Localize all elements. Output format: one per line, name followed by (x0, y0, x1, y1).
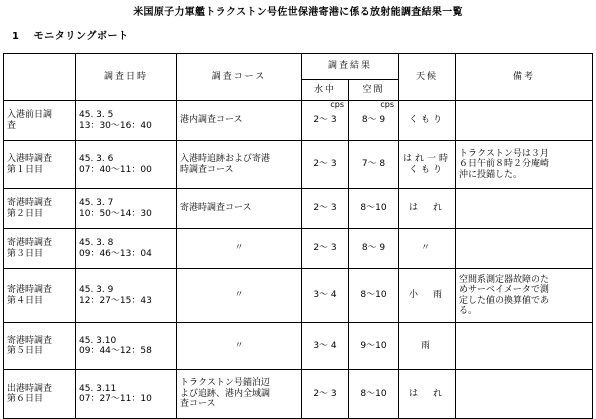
survey-course-cell-line: よび追跡、港内全域調 (180, 388, 271, 399)
weather-cell (399, 269, 456, 323)
weather-cell (399, 141, 456, 189)
survey-date-cell-line: 45. 3. 5 (79, 110, 114, 121)
survey-name-cell-line: 第１日目 (7, 164, 44, 175)
weather-cell (399, 323, 456, 370)
survey-course-cell (177, 189, 302, 229)
air-value-cell (349, 229, 399, 269)
remarks-cell (456, 101, 593, 141)
remarks-cell-line: トラクストン号は３月 (459, 148, 549, 159)
survey-name-cell-line: 第５日目 (7, 346, 44, 356)
weather-cell-line: 雨 (421, 340, 434, 351)
document-title: 米国原子力軍艦トラクストン号佐世保港寄港に係る放射能調査結果一覧 (133, 7, 463, 18)
survey-date-cell-line: 45. 3.10 (79, 335, 117, 346)
table-row (4, 323, 593, 370)
survey-course-cell (177, 323, 302, 370)
header-date: 調査日時 (76, 54, 177, 101)
water-value-cell (302, 370, 349, 419)
survey-name-cell-line: 寄港時調査 (7, 335, 53, 346)
remarks-cell-line: 空間系測定器故障のた (459, 274, 550, 285)
header-water: 水中 (302, 80, 349, 101)
survey-date-cell (76, 101, 177, 141)
weather-cell (399, 189, 456, 229)
survey-course-cell-line: 〃 (234, 340, 244, 351)
survey-course-cell (177, 229, 302, 269)
survey-name-cell-line: 寄港時調査 (7, 285, 53, 296)
survey-name-cell (4, 323, 76, 370)
water-value: 2〜 3 (313, 159, 337, 170)
survey-name-cell (4, 141, 76, 189)
survey-name-cell-line: 第３日目 (7, 248, 44, 259)
survey-course-cell (177, 101, 302, 141)
survey-date-cell (76, 189, 177, 229)
weather-cell (399, 101, 456, 141)
air-value-cell (349, 323, 399, 370)
weather-cell-line: 小 雨 (409, 290, 446, 301)
survey-date-cell-line: 07：40〜11：00 (79, 164, 152, 175)
remarks-cell-line: る。 (459, 305, 478, 316)
survey-name-cell-line: 査 (7, 120, 17, 131)
survey-name-cell-line: 寄港時調査 (7, 238, 53, 249)
survey-name-cell-line: 出港時調査 (7, 383, 53, 394)
air-value-cell (349, 189, 399, 229)
remarks-cell-line: ６日午前８時２分庵崎 (459, 159, 550, 170)
survey-date-cell-line: 45. 3.11 (79, 383, 117, 394)
air-value: 8〜 9 (361, 243, 386, 254)
survey-name-cell (4, 101, 76, 141)
survey-course-cell-line: 〃 (234, 290, 244, 301)
survey-name-cell (4, 269, 76, 323)
survey-name-cell-line: 第６日目 (7, 394, 44, 404)
survey-date-cell-line: 12：27〜15：43 (79, 295, 152, 306)
water-value: 2〜 3 (313, 115, 337, 126)
remarks-cell (456, 141, 593, 189)
section-number: 1 (12, 31, 20, 42)
weather-cell-line: は れ (409, 388, 446, 399)
air-value: 8〜 9 (361, 115, 386, 126)
remarks-cell (456, 189, 593, 229)
header-course: 調査コース (177, 54, 302, 101)
header-results: 調査結果 (302, 54, 399, 80)
survey-date-cell-line: 45. 3. 6 (79, 154, 114, 165)
water-value: 3〜 4 (313, 290, 337, 301)
survey-date-cell-line: 10：50〜14：30 (79, 208, 152, 219)
survey-name-cell (4, 189, 76, 229)
survey-course-cell-line: 査コース (180, 399, 216, 410)
water-value-cell (302, 101, 349, 141)
water-value-cell (302, 323, 349, 370)
weather-cell-line: くもり (409, 164, 446, 175)
section-heading (12, 27, 129, 42)
survey-course-cell-line: 港内調査コース (180, 115, 243, 126)
weather-cell-line: はれ一時 (403, 154, 452, 165)
results-body (4, 101, 593, 419)
water-value: 2〜 3 (313, 243, 337, 254)
survey-date-cell-line: 09：44〜12：58 (79, 346, 152, 356)
table-row (4, 141, 593, 189)
air-value: 8〜10 (360, 203, 387, 214)
survey-course-cell-line: 寄港時調査コース (180, 203, 252, 214)
remarks-cell (456, 370, 593, 419)
water-value: 2〜 3 (313, 203, 337, 214)
header-remarks: 備考 (456, 54, 593, 101)
table-row (4, 370, 593, 419)
water-value: 3〜 4 (313, 340, 337, 351)
survey-course-cell (177, 370, 302, 419)
header-air: 空間 (349, 80, 399, 101)
weather-cell (399, 229, 456, 269)
weather-cell-line: くもり (409, 115, 446, 126)
weather-cell (399, 370, 456, 419)
unit-label: cps (330, 100, 344, 109)
survey-name-cell-line: 寄港時調査 (7, 198, 53, 209)
header-blank (4, 54, 76, 101)
air-value-cell (349, 370, 399, 419)
air-value-cell (349, 101, 399, 141)
survey-course-cell-line: トラクストン号錨泊辺 (180, 378, 270, 389)
remarks-cell-line: 定した値の換算値であ (459, 295, 550, 306)
air-value: 8〜10 (360, 290, 387, 301)
unit-label: cps (380, 100, 395, 109)
section-label: モニタリングボート (33, 31, 129, 42)
survey-name-cell-line: 第４日目 (7, 295, 44, 306)
survey-name-cell-line: 入港前日調 (7, 110, 53, 121)
weather-cell-line: は れ (409, 203, 446, 214)
table-row (4, 101, 593, 141)
table-row (4, 189, 593, 229)
remarks-cell (456, 323, 593, 370)
water-value-cell (302, 189, 349, 229)
air-value-cell (349, 269, 399, 323)
survey-date-cell-line: 07：27〜11：10 (79, 394, 152, 404)
survey-date-cell-line: 45. 3. 7 (79, 198, 114, 209)
header-weather: 天候 (399, 54, 456, 101)
weather-cell-line: 〃 (421, 243, 434, 254)
survey-course-cell-line: 時調査コース (180, 164, 234, 175)
water-value-cell (302, 141, 349, 189)
water-value-cell (302, 229, 349, 269)
survey-name-cell-line: 入港時調査 (7, 154, 53, 165)
table-row (4, 269, 593, 323)
survey-date-cell (76, 229, 177, 269)
air-value: 7〜 8 (361, 159, 386, 170)
water-value: 2〜 3 (313, 388, 337, 399)
survey-date-cell (76, 269, 177, 323)
air-value: 8〜10 (360, 388, 387, 399)
remarks-cell (456, 269, 593, 323)
survey-date-cell-line: 13：30〜16：40 (79, 120, 152, 131)
survey-course-cell (177, 269, 302, 323)
water-value-cell (302, 269, 349, 323)
remarks-cell-line: 沖に投錨した。 (459, 169, 523, 180)
air-value: 9〜10 (360, 340, 387, 351)
survey-name-cell-line: 第２日目 (7, 208, 44, 219)
survey-date-cell (76, 323, 177, 370)
survey-date-cell-line: 45. 3. 9 (79, 285, 114, 296)
survey-name-cell (4, 229, 76, 269)
remarks-cell (456, 229, 593, 269)
air-value-cell (349, 141, 399, 189)
survey-date-cell-line: 45. 3. 8 (79, 238, 114, 249)
results-table (3, 53, 593, 419)
survey-date-cell-line: 09：46〜13：04 (79, 248, 152, 259)
survey-course-cell-line: 〃 (234, 243, 244, 254)
survey-date-cell (76, 141, 177, 189)
survey-course-cell-line: 入港時追跡および寄港 (180, 154, 271, 165)
remarks-cell-line: めサーベイメータで測 (459, 285, 549, 296)
survey-date-cell (76, 370, 177, 419)
survey-name-cell (4, 370, 76, 419)
table-row (4, 229, 593, 269)
survey-course-cell (177, 141, 302, 189)
